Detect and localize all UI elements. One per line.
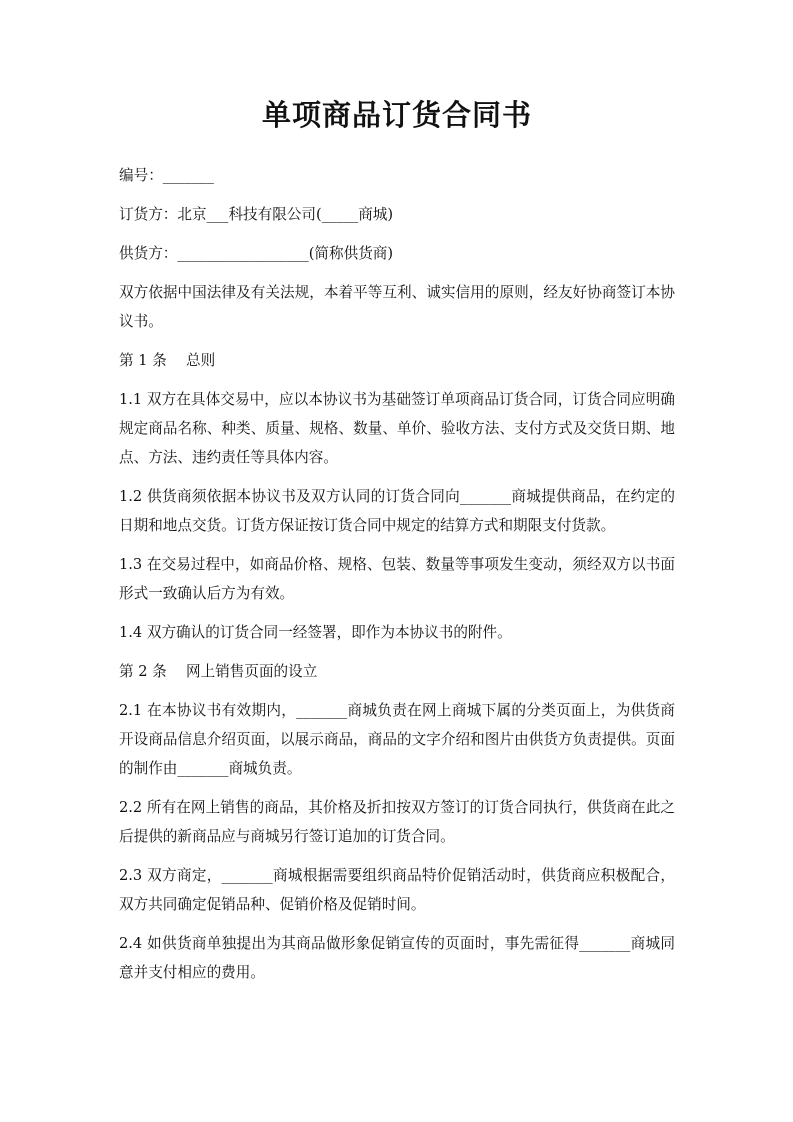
supplier-line: 供货方：__________________(简称供货商) (119, 245, 394, 262)
clause-1-1: 1.1 双方在具体交易中，应以本协议书为基础签订单项商品订货合同，订货合同应明确规定商品名称、种类、质量、规格、数量、单价、验收方法、支付方式及交货日期、地点、方法、违约责任等具体内容。 (119, 391, 675, 466)
preamble-paragraph: 双方依据中国法律及有关法规，本着平等互利、诚实信用的原则，经友好协商签订本协议书。 (119, 284, 675, 330)
clause-1-4: 1.4 双方确认的订货合同一经签署，即作为本协议书的附件。 (119, 624, 512, 641)
contract-number: 编号：_______ (119, 167, 214, 184)
document-title: 单项商品订货合同书 (261, 98, 532, 132)
clause-1-3: 1.3 在交易过程中，如商品价格、规格、包装、数量等事项发生变动，须经双方以书面形式一致确认后方为有效。 (119, 556, 675, 602)
clause-1-2: 1.2 供货商须依据本协议书及双方认同的订货合同向_______商城提供商品，在约定的日期和地点交货。订货方保证按订货合同中规定的结算方式和期限支付货款。 (119, 488, 675, 534)
buyer-line: 订货方：北京___科技有限公司(_____商城) (119, 206, 394, 223)
article-1-heading: 第 1 条 总则 (119, 352, 216, 369)
clause-2-1: 2.1 在本协议书有效期内，_______商城负责在网上商城下属的分类页面上，为供货商开设商品信息介绍页面，以展示商品，商品的文字介绍和图片由供货方负责提供。页面的制作由_______商城负责。 (119, 702, 675, 777)
article-2-heading: 第 2 条 网上销售页面的设立 (119, 663, 318, 680)
clause-2-4: 2.4 如供货商单独提出为其商品做形象促销宣传的页面时，事先需征得_______商城同意并支付相应的费用。 (119, 935, 675, 981)
clause-2-3: 2.3 双方商定，_______商城根据需要组织商品特价促销活动时，供货商应积极配合，双方共同确定促销品种、促销价格及促销时间。 (119, 867, 675, 913)
document-body (119, 161, 675, 987)
clause-2-2: 2.2 所有在网上销售的商品，其价格及折扣按双方签订的订货合同执行，供货商在此之后提供的新商品应与商城另行签订追加的订货合同。 (119, 799, 675, 845)
